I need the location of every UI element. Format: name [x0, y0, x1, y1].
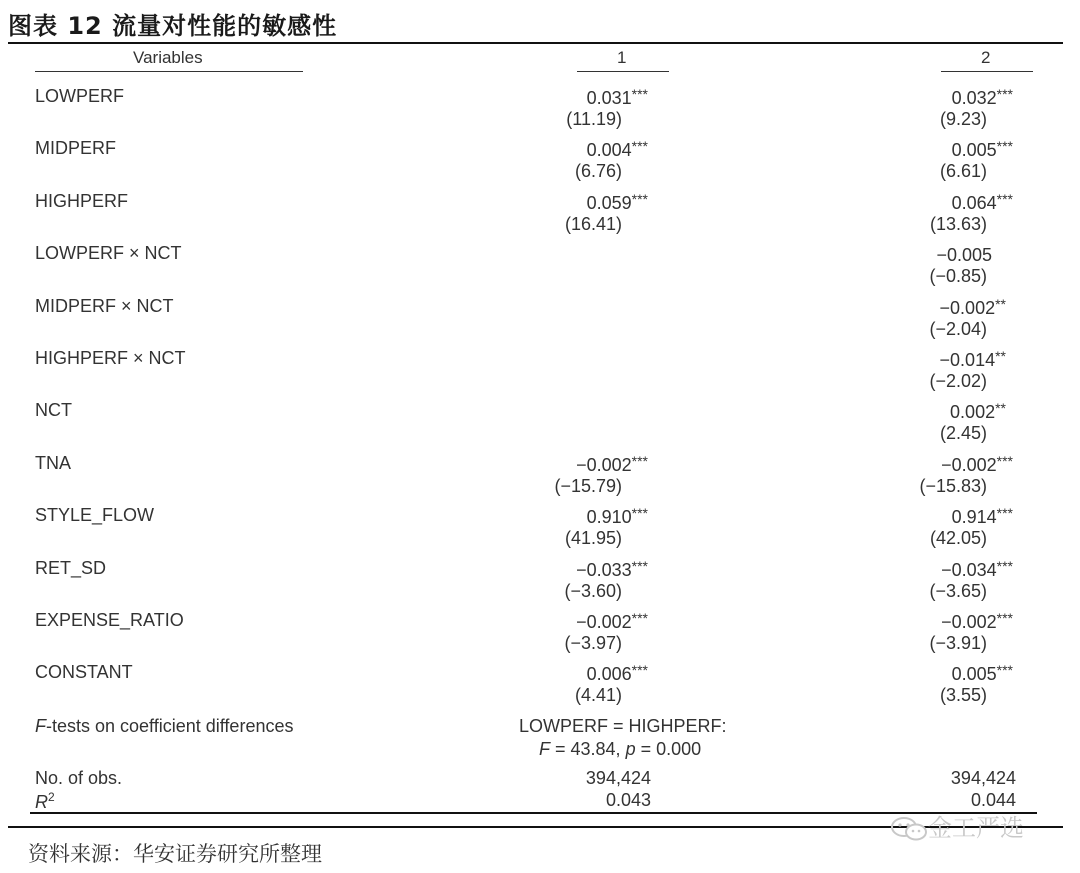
variable-name: LOWPERF × NCT [35, 243, 182, 264]
col1-significance-stars: *** [631, 190, 648, 207]
col1-coefficient: −0.002*** [576, 610, 648, 632]
wechat-icon [890, 816, 928, 842]
col2-coefficient: −0.034*** [941, 557, 1013, 580]
table-row [0, 505, 1080, 557]
col1-t-statistic: (−3.60) [564, 580, 622, 601]
top-rule [8, 42, 1063, 44]
col2-significance-stars: *** [996, 86, 1013, 102]
col1-coefficient: −0.033*** [576, 557, 648, 580]
col1-t-statistic: (−3.97) [564, 633, 622, 653]
col2-significance-stars: *** [996, 190, 1013, 207]
r2-col2: 0.044 [970, 790, 1016, 810]
col2-significance-stars: ** [995, 400, 1006, 417]
ftest-hypothesis: LOWPERF = HIGHPERF: [519, 716, 727, 736]
table-row [0, 558, 1080, 610]
col1-t-statistic: (−15.79) [554, 475, 622, 496]
col2-significance-stars: *** [996, 452, 1013, 469]
col2-coefficient: −0.002*** [941, 610, 1013, 632]
col2-significance-stars: *** [996, 610, 1013, 626]
col2-significance-stars: *** [996, 557, 1013, 574]
col1-significance-stars: *** [631, 610, 648, 626]
col1-coefficient: 0.004*** [586, 138, 648, 161]
col2-coefficient: −0.002*** [941, 452, 1013, 475]
header-col1-underline [577, 71, 669, 72]
col2-coefficient: 0.914*** [951, 505, 1013, 528]
obs-col1: 394,424 [585, 768, 651, 788]
col2-t-statistic: (42.05) [929, 528, 987, 549]
col1-t-statistic: (6.76) [574, 161, 622, 182]
variable-name: LOWPERF [35, 86, 125, 106]
variable-name: STYLE_FLOW [35, 505, 155, 526]
variable-name: RET_SD [35, 557, 107, 578]
table-row [0, 191, 1080, 243]
obs-label: No. of obs. [35, 768, 123, 788]
variable-name: MIDPERF [35, 138, 116, 159]
ftest-row [0, 716, 1080, 768]
col1-significance-stars: *** [631, 505, 648, 522]
col1-t-statistic: (11.19) [566, 109, 622, 129]
col2-t-statistic: (2.45) [939, 423, 987, 444]
col2-t-statistic: (13.63) [929, 213, 987, 234]
col1-significance-stars: *** [631, 662, 648, 679]
col2-coefficient: 0.005*** [951, 662, 1013, 685]
bottom-rule [30, 812, 1037, 814]
col1-coefficient: −0.002*** [576, 452, 648, 475]
col2-coefficient: −0.005 [936, 245, 992, 266]
table-row [0, 662, 1080, 714]
col1-coefficient: 0.059*** [586, 190, 648, 213]
variable-name: HIGHPERF × NCT [35, 348, 186, 368]
table-row [0, 400, 1080, 452]
table-row [0, 86, 1080, 138]
col2-t-statistic: (3.55) [939, 685, 987, 706]
col2-significance-stars: ** [995, 348, 1006, 364]
table-row [0, 348, 1080, 400]
col1-significance-stars: *** [631, 138, 648, 155]
variable-name: HIGHPERF [35, 190, 129, 211]
col2-coefficient: 0.064*** [951, 190, 1013, 213]
table-row [0, 138, 1080, 190]
col2-coefficient: 0.005*** [951, 138, 1013, 161]
col1-t-statistic: (41.95) [564, 528, 622, 549]
col2-coefficient: 0.002** [950, 400, 1006, 423]
r2-col1: 0.043 [605, 790, 651, 810]
col2-coefficient: −0.014** [939, 348, 1006, 370]
variable-name: MIDPERF × NCT [35, 295, 174, 316]
header-variables: Variables [133, 48, 203, 67]
header-col2-underline [941, 71, 1033, 72]
header-col1: 1 [617, 48, 627, 67]
header-variables-underline [35, 71, 303, 72]
col2-coefficient: 0.032*** [951, 86, 1013, 108]
col2-significance-stars: *** [996, 505, 1013, 522]
col1-significance-stars: *** [631, 86, 648, 102]
source-note: 资料来源：华安证券研究所整理 [28, 842, 322, 866]
variable-name: NCT [35, 400, 72, 421]
variable-name: CONSTANT [35, 662, 133, 683]
col2-t-statistic: (6.61) [939, 161, 987, 182]
col2-t-statistic: (−15.83) [919, 475, 987, 496]
col2-coefficient: −0.002** [939, 295, 1006, 318]
table-row [0, 296, 1080, 348]
table-row [0, 610, 1080, 662]
col2-t-statistic: (−2.04) [929, 318, 987, 339]
col2-significance-stars: ** [995, 295, 1006, 312]
watermark [890, 808, 1024, 843]
col2-t-statistic: (−0.85) [929, 266, 987, 287]
variable-name: TNA [35, 452, 71, 473]
col2-t-statistic: (−2.02) [929, 371, 987, 391]
col2-t-statistic: (9.23) [939, 109, 987, 129]
obs-col2: 394,424 [950, 768, 1016, 788]
col2-t-statistic: (−3.65) [929, 580, 987, 601]
table-row [0, 243, 1080, 295]
ftest-result: F = 43.84, p = 0.000 [539, 739, 702, 759]
r2-label: $R^2$ [35, 790, 55, 812]
col2-t-statistic: (−3.91) [929, 633, 987, 653]
col1-coefficient: 0.910*** [586, 505, 648, 528]
header-col2: 2 [981, 48, 991, 67]
col2-significance-stars: *** [996, 662, 1013, 679]
watermark-text: 金工严选 [928, 814, 1024, 842]
col1-coefficient: 0.006*** [586, 662, 648, 685]
variable-name: EXPENSE_RATIO [35, 610, 184, 630]
col1-coefficient: 0.031*** [586, 86, 648, 108]
col2-significance-stars: *** [996, 138, 1013, 155]
table-row [0, 453, 1080, 505]
figure-title: 图表 12 流量对性能的敏感性 [8, 12, 338, 40]
col1-t-statistic: (4.41) [574, 685, 622, 706]
col1-significance-stars: *** [631, 452, 648, 469]
ftest-label: F-tests on coefficient differences [35, 716, 294, 736]
col1-significance-stars: *** [631, 557, 648, 574]
col1-t-statistic: (16.41) [564, 213, 622, 234]
